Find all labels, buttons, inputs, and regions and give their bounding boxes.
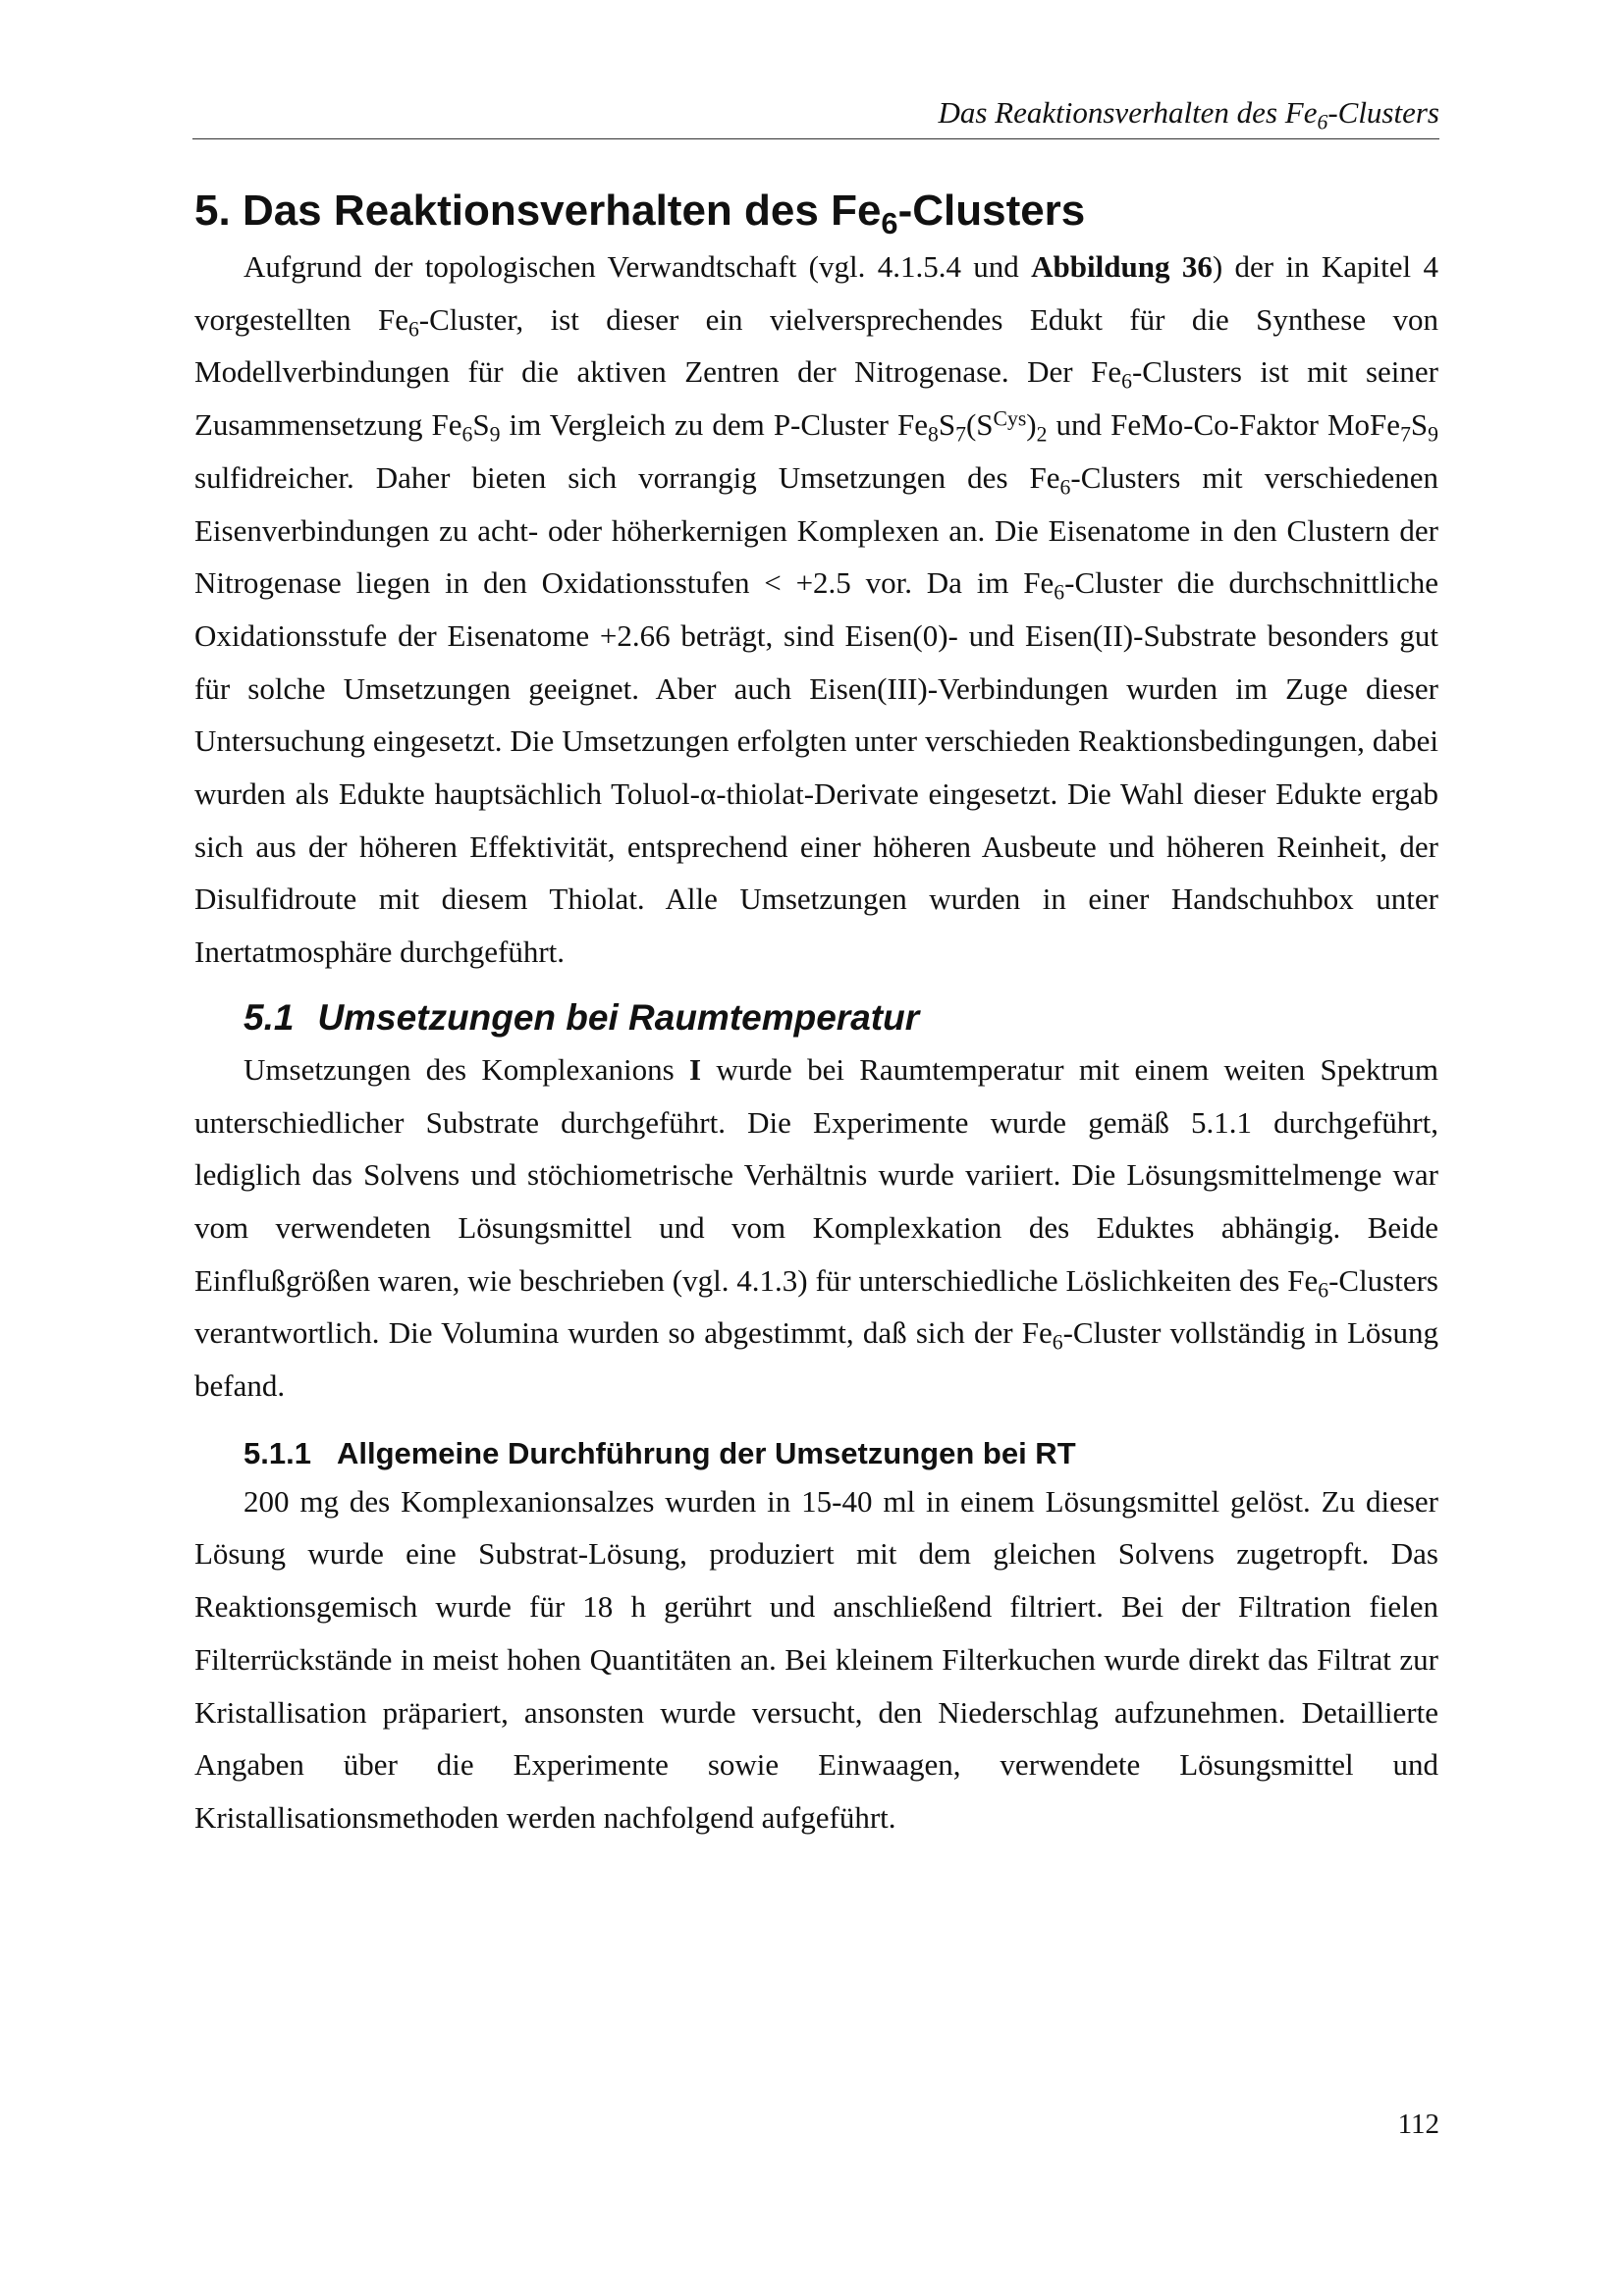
subscript: 7	[1400, 422, 1411, 447]
subscript: 6	[407, 317, 419, 342]
text-run: Umsetzungen des Komplexanions	[243, 1051, 689, 1087]
subsection-number: 5.1.1	[243, 1435, 311, 1470]
chapter-title-text-end: -Clusters	[897, 187, 1086, 235]
text-run: ) der in Kapitel 4 vorgestellten Fe	[194, 249, 1438, 337]
text-run: (S	[965, 407, 994, 443]
text-run: )	[1026, 407, 1037, 443]
text-run: S	[472, 407, 490, 443]
page-number: 112	[1397, 2109, 1439, 2140]
subscript: 6	[461, 422, 473, 447]
running-header-text-end: -Clusters	[1327, 95, 1439, 130]
subscript: 6	[1121, 369, 1132, 394]
text-run: und FeMo-Co-Faktor MoFe	[1047, 407, 1401, 443]
subscript: 6	[1052, 1330, 1063, 1355]
subscript: 9	[489, 422, 501, 447]
header-rule	[192, 138, 1439, 139]
paragraph-intro	[194, 240, 1438, 979]
subsection-heading	[243, 1432, 1438, 1475]
text-run: sulfidreicher. Daher bieten sich vorrangig Umsetzungen des Fe	[194, 459, 1060, 495]
text-run: -Clusters mit verschiedenen Eisenverbindungen zu acht- oder höherkernigen Komplexen an. Die Eisenatome in den Clustern der Nitrogenase liegen in den Oxidationsstufen < +2.5 vor. Da im Fe	[194, 459, 1438, 601]
subscript: 8	[928, 422, 939, 447]
subscript: 9	[1428, 422, 1438, 447]
text-run: -Clusters ist mit seiner Zusammensetzung Fe	[194, 354, 1438, 443]
page-content	[194, 182, 1438, 1844]
subscript: 6	[1059, 475, 1071, 500]
figure-reference: Abbildung 36	[1031, 249, 1213, 284]
text-run: -Cluster, ist dieser ein vielversprechendes Edukt für die Synthese von Modellverbindungen für die aktiven Zentren der Nitrogenase. Der Fe	[194, 301, 1438, 390]
subscript: 7	[955, 422, 966, 447]
chapter-number: 5.	[194, 187, 231, 235]
subscript: 6	[1318, 1278, 1329, 1303]
running-header-text: Das Reaktionsverhalten des Fe	[938, 95, 1318, 130]
running-header	[192, 94, 1439, 132]
text-run: -Clusters verantwortlich. Die Volumina wurden so abgestimmt, daß sich der Fe	[194, 1262, 1438, 1351]
section-number: 5.1	[243, 996, 295, 1038]
superscript: Cys	[993, 406, 1027, 431]
section-heading	[243, 992, 1438, 1043]
text-run: -Cluster vollständig in Lösung befand.	[194, 1315, 1438, 1404]
text-run: Aufgrund der topologischen Verwandtschaft (vgl. 4.1.5.4 und	[243, 249, 1032, 284]
chapter-title	[194, 182, 1438, 240]
section-title: Umsetzungen bei Raumtemperatur	[317, 996, 920, 1038]
paragraph-procedure: 200 mg des Komplexanionsalzes wurden in 15-40 ml in einem Lösungsmittel gelöst. Zu dieser Lösung wurde eine Substrat-Lösung, produziert mit dem gleichen Solvens zugetropft. Das Reaktionsgemisch wurde für 18 h gerührt und anschließend filtriert. Bei der Filtration fielen Filterrückstände in meist hohen Quantitäten an. Bei kleinem Filterkuchen wurde direkt das Filtrat zur Kristallisation präpariert, ansonsten wurde versucht, den Niederschlag aufzunehmen. Detaillierte Angaben über die Experimente sowie Einwaagen, verwendete Lösungsmittel und Kristallisationsmethoden werden nachfolgend aufgeführt.	[194, 1483, 1438, 1835]
running-header-subscript: 6	[1317, 110, 1328, 134]
text-run: im Vergleich zu dem P-Cluster Fe	[500, 407, 929, 443]
text-run: S	[938, 407, 956, 443]
subscript: 2	[1036, 422, 1048, 447]
spacer	[194, 979, 1438, 992]
compound-label: I	[688, 1051, 702, 1087]
spacer	[194, 1413, 1438, 1432]
chapter-title-text: Das Reaktionsverhalten des Fe	[242, 187, 882, 235]
subscript: 6	[1054, 580, 1065, 605]
text-run: -Cluster die durchschnittliche Oxidationsstufe der Eisenatome +2.66 beträgt, sind Eisen(0)- und Eisen(II)-Substrate besonders gut für solche Umsetzungen geeignet. Aber auch Eisen(III)-Verbindungen wurden im Zuge dieser Untersuchung eingesetzt. Die Umsetzungen erfolgten unter verschieden Reaktionsbedingungen, dabei wurden als Edukte hauptsächlich Toluol-α-thiolat-Derivate eingesetzt. Die Wahl dieser Edukte ergab sich aus der höheren Effektivität, entsprechend einer höheren Ausbeute und höheren Reinheit, der Disulfidroute mit diesem Thiolat. Alle Umsetzungen wurden in einer Handschuhbox unter Inertatmosphäre durchgeführt.	[194, 565, 1439, 970]
chapter-title-subscript: 6	[881, 206, 898, 241]
subsection-title: Allgemeine Durchführung der Umsetzungen bei RT	[336, 1435, 1076, 1470]
text-run: S	[1410, 407, 1429, 443]
paragraph-room-temperature	[194, 1043, 1438, 1413]
text-run: wurde bei Raumtemperatur mit einem weiten Spektrum unterschiedlicher Substrate durchgeführt. Die Experimente wurde gemäß 5.1.1 durchgeführt, lediglich das Solvens und stöchiometrische Verhältnis wurde variiert. Die Lösungsmittelmenge war vom verwendeten Lösungsmittel und vom Komplexkation des Eduktes abhängig. Beide Einflußgrößen waren, wie beschrieben (vgl. 4.1.3) für unterschiedliche Löslichkeiten des Fe	[194, 1051, 1438, 1298]
